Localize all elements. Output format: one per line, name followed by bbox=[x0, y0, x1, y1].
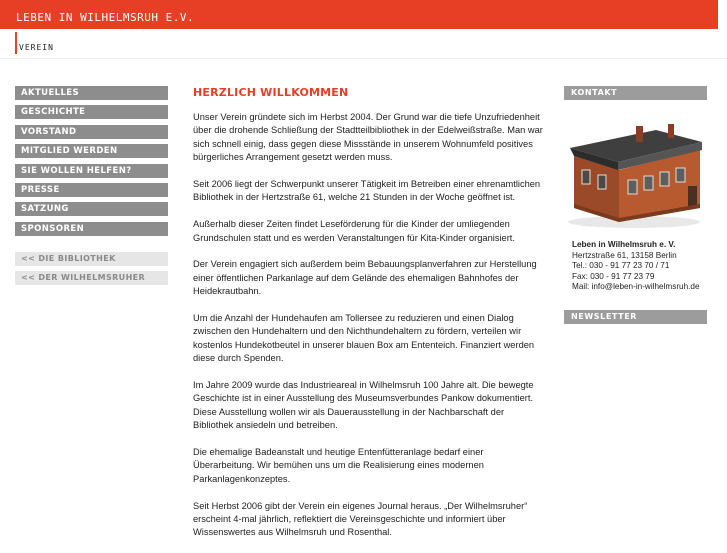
sidebar bbox=[564, 86, 707, 324]
library-building-photo bbox=[564, 104, 707, 232]
nav-item-vorstand[interactable]: VORSTAND bbox=[15, 125, 168, 139]
nav-item-sponsoren[interactable]: SPONSOREN bbox=[15, 222, 168, 236]
section-marker bbox=[15, 32, 17, 54]
site-title[interactable]: LEBEN IN WILHELMSRUH E.V. bbox=[16, 11, 195, 24]
nav-item-aktuelles[interactable]: AKTUELLES bbox=[15, 86, 168, 100]
section-label: VEREIN bbox=[19, 43, 54, 52]
nav-item-sie-wollen-helfen[interactable]: SIE WOLLEN HELFEN? bbox=[15, 164, 168, 178]
contact-mail[interactable]: Mail: info@leben-in-wilhelmsruh.de bbox=[572, 282, 700, 292]
page-title: HERZLICH WILLKOMMEN bbox=[193, 86, 349, 99]
paragraph-industry: Im Jahre 2009 wurde das Industrieareal in Wilhelmsruh 100 Jahre alt. Die bewegte Geschichte ist in einer Ausstellung des Museumsverbundes Pankow dokumentiert. Diese Ausstellung wollen wir als Dauerausstellung in der Nachbarschaft der Bibliothek ansiedeln und betreiben. bbox=[193, 380, 534, 431]
main-content bbox=[193, 86, 545, 553]
contact-phone: Tel.: 030 - 91 77 23 70 / 71 bbox=[572, 261, 670, 271]
paragraph-journal: Seit Herbst 2006 gibt der Verein ein eigenes Journal heraus. „Der Wilhelmsruher“ erscheint 4-mal jährlich, reflektiert die Vereinsgeschichte und informiert über Wissenswertes aus Wilhelmsruh und Rosenthal. bbox=[193, 500, 528, 538]
paragraph-founding: Unser Verein gründete sich im Herbst 2004. Der Grund war die tiefe Unzufriedenheit über die drohende Schließung der Stadtteilbibliothek in der Edelweißstraße. Man war sich schnell einig, dass gegen diese Missstände in unserem Wohnumfeld positives bürgerliches Arrangement gesetzt werden muss. bbox=[193, 112, 543, 163]
header-bar bbox=[0, 0, 718, 29]
contact-org-name: Leben in Wilhelmsruh e. V. bbox=[572, 240, 676, 249]
paragraph-dogs: Um die Anzahl der Hundehaufen am Tollersee zu reduzieren und einen Dialog zwischen den Hundehaltern und den Nichthundehaltern zu fördern, verteilen wir kostenlos Hundekotbeutel in unserer blauen Box am Ententeich. Finanziert werden diese durch Spenden. bbox=[193, 313, 535, 364]
main-nav bbox=[15, 86, 168, 241]
paragraph-library: Seit 2006 liegt der Schwerpunkt unserer Tätigkeit im Betreiben einer ehrenamtlichen Bibliothek in der Hertzstraße 61, welche 21 Stunden in der Woche geöffnet ist. bbox=[193, 179, 541, 203]
nav-item-presse[interactable]: PRESSE bbox=[15, 183, 168, 197]
contact-address: Hertzstraße 61, 13158 Berlin bbox=[572, 250, 677, 260]
nav-link-bibliothek[interactable]: << DIE BIBLIOTHEK bbox=[15, 252, 168, 266]
paragraph-bath: Die ehemalige Badeanstalt und heutige Entenfütteranlage bedarf einer Überarbeitung. Wir bemühen uns um die Realisierung eines modernen Parkanlagenkonzeptes. bbox=[193, 447, 484, 484]
nav-item-mitglied-werden[interactable]: MITGLIED WERDEN bbox=[15, 144, 168, 158]
newsletter-header[interactable]: NEWSLETTER bbox=[564, 310, 707, 324]
secondary-nav bbox=[15, 252, 168, 291]
contact-fax: Fax: 030 - 91 77 23 79 bbox=[572, 271, 655, 281]
contact-header: KONTAKT bbox=[564, 86, 707, 100]
nav-link-wilhelmsruher[interactable]: << DER WILHELMSRUHER bbox=[15, 271, 168, 285]
paragraph-reading: Außerhalb dieser Zeiten findet Leseförderung für die Kinder der umliegenden Grundschulen statt und es werden Veranstaltungen für Kita-Kinder organisiert. bbox=[193, 219, 515, 243]
header-divider bbox=[0, 58, 727, 59]
paragraph-park: Der Verein engagiert sich außerdem beim Bebauungsplanverfahren zur Herstellung einer öffentlichen Parkanlage auf dem Gelände des ehemaligen Bahnhofes der Heidekrautbahn. bbox=[193, 259, 537, 297]
nav-item-geschichte[interactable]: GESCHICHTE bbox=[15, 105, 168, 119]
contact-info bbox=[564, 240, 707, 293]
nav-item-satzung[interactable]: SATZUNG bbox=[15, 202, 168, 216]
